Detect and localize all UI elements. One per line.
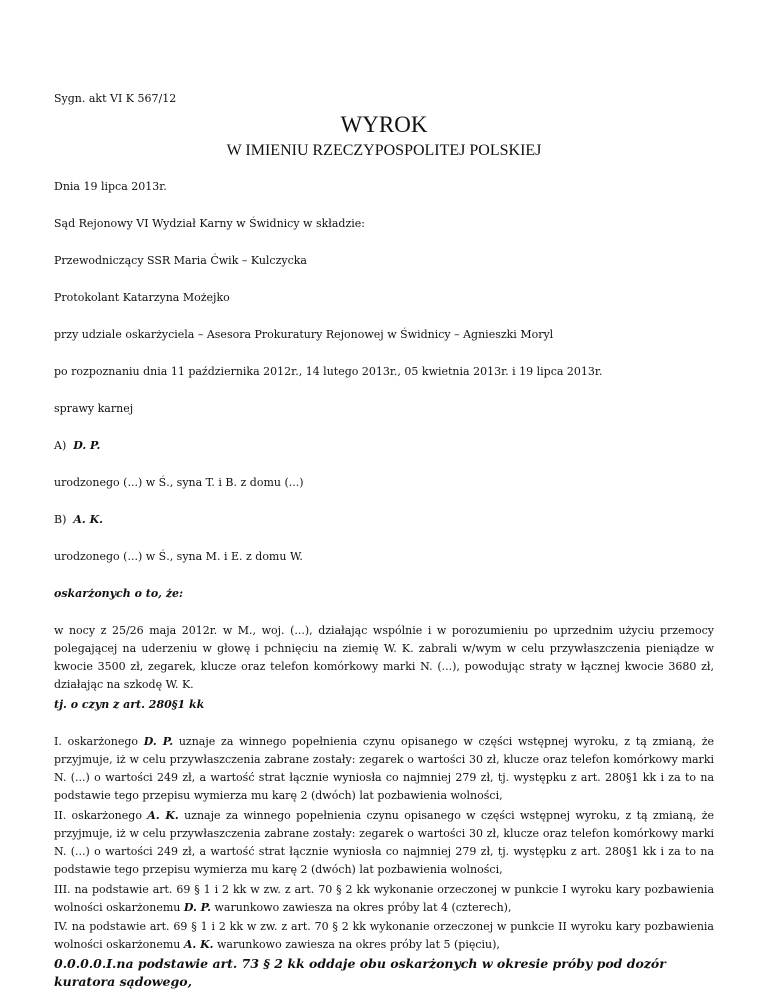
verdict-point-3 (54, 881, 714, 917)
article-heading: tj. o czyn z art. 280§1 kk (54, 698, 205, 711)
verdict-4-prefix: IV. na podstawie art. 69 § 1 i 2 kk w zw. z art. 70 § 2 kk wykonanie orzeczonej w punkcie II wyroku kary pozbawienia wolności oskarżonemu (54, 920, 714, 951)
accused-b-birth: urodzonego (...) w Ś., syna M. i E. z domu W. (54, 550, 303, 563)
verdict-point-4 (54, 918, 714, 954)
accused-a-marker: A) (54, 439, 67, 452)
charge-description: w nocy z 25/26 maja 2012r. w M., woj. (...), działając wspólnie i w porozumieniu po uprzednim użyciu przemocy polegającej na uderzeniu w głowę i pchnięciu na ziemię W. K. zabrali w/wym w celu przywłaszczenia pieniądze w kwocie 3500 zł, zegarek, klucze oraz telefon komórkowy marki N. (...), powodując straty w łącznej kwocie 3680 zł, działając na szkodę W. K. (54, 624, 714, 691)
verdict-4-name: A. K. (183, 938, 214, 951)
verdict-point-5: 0.0.0.0.I.na podstawie art. 73 § 2 kk oddaje obu oskarżonych w okresie próby pod dozór kuratora sądowego, (54, 956, 666, 989)
verdict-2-text: uznaje za winnego popełnienia czynu opisanego w części wstępnej wyroku, z tą zmianą, że przyjmuje, iż w celu przywłaszczenia zabrane zostały: zegarek o wartości 30 zł, klucze oraz telefon komórkowy marki N. (...) o wartości 249 zł, a wartość strat łącznie wyniosła co najmniej 279 zł, tj. występku z art. 280§1 kk i za to na podstawie tego przepisu wymierza mu karę 2 (dwóch) lat pozbawienia wolności, (54, 809, 715, 876)
case-type: sprawy karnej (54, 402, 134, 415)
verdict-2-name: A. K. (147, 809, 179, 822)
accused-a-birth: urodzonego (...) w Ś., syna T. i B. z domu (...) (54, 476, 304, 489)
verdict-1-name: D. P. (143, 735, 174, 748)
document-title: WYROK (340, 112, 428, 137)
verdict-1-text: uznaje za winnego popełnienia czynu opisanego w części wstępnej wyroku, z tą zmianą, że przyjmuje, iż w celu przywłaszczenia zabrane zostały: zegarek o wartości 30 zł, klucze oraz telefon komórkowy marki N. (...) o wartości 249 zł, a wartość strat łącznie wyniosła co najmniej 279 zł, tj. występku z art. 280§1 kk i za to na podstawie tego przepisu wymierza mu karę 2 (dwóch) lat pozbawienia wolności, (54, 735, 715, 802)
verdict-point-1 (54, 733, 714, 805)
verdict-3-name: D. P. (183, 901, 211, 914)
prosecutor-line: przy udziale oskarżyciela – Asesora Prokuratury Rejonowej w Świdnicy – Agnieszki Moryl (54, 328, 554, 341)
hearing-dates: po rozpoznaniu dnia 11 października 2012r., 14 lutego 2013r., 05 kwietnia 2013r. i 19 lipca 2013r. (54, 365, 603, 378)
verdict-1-prefix: I. oskarżonego (54, 735, 139, 748)
case-signature: Sygn. akt VI K 567/12 (54, 92, 177, 105)
accused-a-heading (54, 437, 714, 455)
court-clerk: Protokolant Katarzyna Możejko (54, 291, 230, 304)
verdict-4-suffix: warunkowo zawiesza na okres próby lat 5 (pięciu), (216, 938, 500, 951)
accused-b-marker: B) (54, 513, 67, 526)
verdict-point-2 (54, 807, 714, 879)
verdict-date: Dnia 19 lipca 2013r. (54, 180, 167, 193)
verdict-3-suffix: warunkowo zawiesza na okres próby lat 4 (czterech), (214, 901, 512, 914)
accused-a-name: D. P. (73, 439, 101, 452)
verdict-2-prefix: II. oskarżonego (54, 809, 142, 822)
accused-b-heading (54, 511, 714, 529)
document-page (54, 0, 714, 994)
document-subtitle: W IMIENIU RZECZYPOSPOLITEJ POLSKIEJ (226, 142, 542, 159)
presiding-judge: Przewodniczący SSR Maria Ćwik – Kulczycka (54, 254, 307, 267)
accused-b-name: A. K. (73, 513, 103, 526)
verdict-3-prefix: III. na podstawie art. 69 § 1 i 2 kk w zw. z art. 70 § 2 kk wykonanie orzeczonej w punkcie I wyroku kary pozbawienia wolności oskarżonemu (54, 883, 714, 914)
court-composition: Sąd Rejonowy VI Wydział Karny w Świdnicy w składzie: (54, 217, 365, 230)
charged-heading: oskarżonych o to, że: (54, 587, 184, 600)
